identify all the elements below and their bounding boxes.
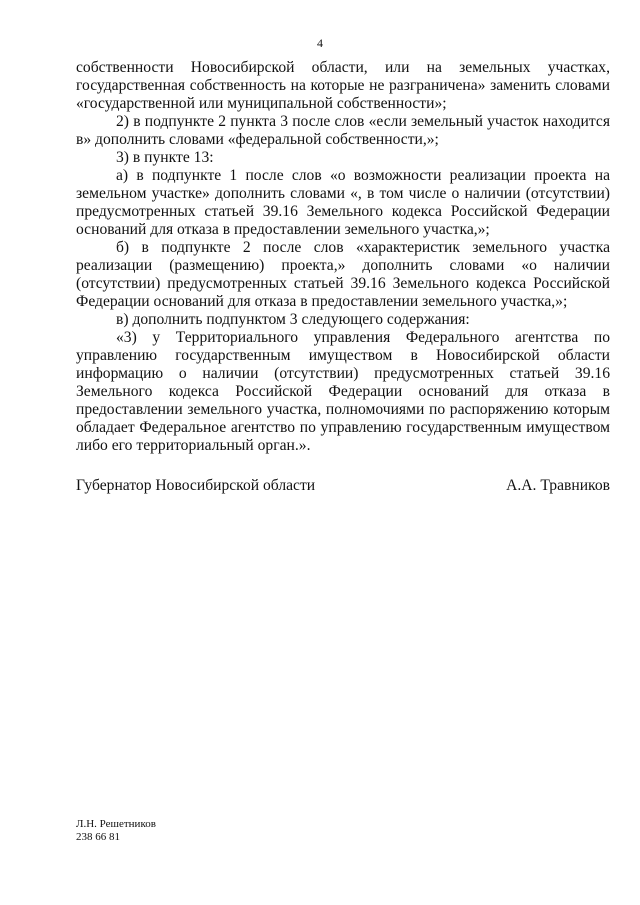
paragraph-subitem-v: в) дополнить подпунктом 3 следующего содержания: — [116, 311, 470, 328]
signatory-name: А.А. Травников — [506, 477, 610, 494]
paragraph-item-3: 3) в пункте 13: — [116, 149, 214, 166]
executor-phone: 238 66 81 — [76, 831, 120, 843]
paragraph-subitem-a: а) в подпункте 1 после слов «о возможности реализации проекта на земельном участке» дополнить словами «, в том числе о наличии (отсутствии) предусмотренных статьей 39.16 Земельного кодекса Российской Федерации оснований для отказа в предоставлении земельного участка,»; — [76, 167, 610, 238]
page-number: 4 — [317, 36, 323, 50]
executor-footer — [76, 818, 156, 844]
executor-name: Л.Н. Решетников — [76, 818, 156, 830]
paragraph-item-2: 2) в подпунктe 2 пункта 3 после слов «если земельный участок находится в» дополнить словами «федеральной собственности,»; — [76, 113, 610, 148]
signatory-position: Губернатор Новосибирской области — [76, 477, 316, 494]
document-body — [76, 59, 610, 455]
signature-block — [76, 477, 610, 495]
paragraph-subitem-b: б) в подпункте 2 после слов «характеристик земельного участка реализации (размещению) проекта,» дополнить словами «о наличии (отсутствии) предусмотренных статьей 39.16 Земельного кодекса Российской Федерации оснований для отказа в предоставлении земельного участка,»; — [76, 239, 610, 310]
paragraph-continuation: собственности Новосибирской области, или на земельных участках, государственная собственность на которые не разграничена» заменить словами «государственной или муниципальной собственности»; — [76, 59, 610, 112]
paragraph-quoted-subitem-3: «3) у Территориального управления Федерального агентства по управлению государственным имуществом в Новосибирской области информацию о наличии (отсутствии) предусмотренных статьей 39.16 Земельного кодекса Российской Федерации оснований для отказа в предоставлении земельного участка, полномочиями по распоряжению которым обладает Федеральное агентство по управлению государственным имуществом либо его территориальный орган.». — [76, 329, 610, 454]
